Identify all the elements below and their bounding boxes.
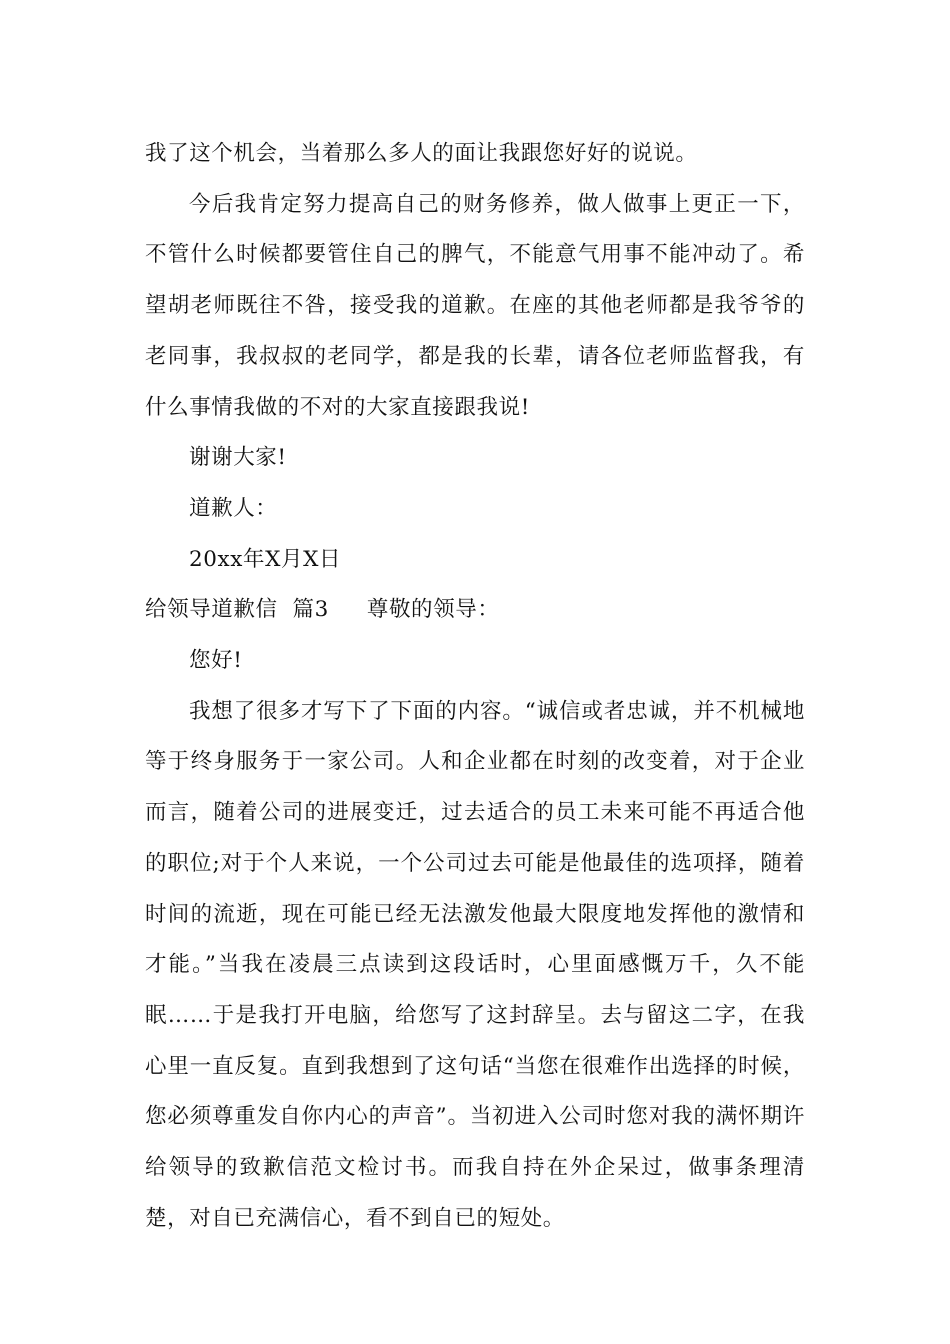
section-heading bbox=[145, 585, 805, 636]
paragraph-apology-promise: 今后我肯定努力提高自己的财务修养，做人做事上更正一下，不管什么时候都要管住自己的脾气，不能意气用事不能冲动了。希望胡老师既往不咎，接受我的道歉。在座的其他老师都是我爷爷的老同事，我叔叔的老同学，都是我的长辈，请各位老师监督我，有什么事情我做的不对的大家直接跟我说! bbox=[145, 191, 805, 420]
section-title: 给领导道歉信 篇3 bbox=[145, 597, 329, 623]
paragraph-thanks: 谢谢大家! bbox=[189, 445, 287, 471]
paragraph-resignation-body: 我想了很多才写下了下面的内容。“诚信或者忠诚，并不机械地等于终身服务于一家公司。人和企业都在时刻的改变着，对于企业而言，随着公司的进展变迁，过去适合的员工未来可能不再适合他的职位;对于个人来说，一个公司过去可能是他最佳的选项择，随着时间的流逝，现在可能已经无法激发他最大限度地发挥他的激情和才能。”当我在凌晨三点读到这段话时，心里面感慨万千，久不能眠……于是我打开电脑，给您写了这封辞呈。去与留这二字，在我心里一直反复。直到我想到了这句话“当您在很难作出选择的时候，您必须尊重发自你内心的声音”。当初进入公司时您对我的满怀期许给领导的致歉信范文检讨书。而我自持在外企呆过，做事条理清楚，对自已充满信心，看不到自已的短处。 bbox=[145, 698, 805, 1231]
section-salutation: 尊敬的领导： bbox=[366, 597, 500, 623]
paragraph-date: 20xx年X月X日 bbox=[189, 546, 342, 572]
document-body bbox=[145, 129, 805, 1244]
paragraph-greeting: 您好! bbox=[189, 648, 243, 674]
paragraph-continuation: 我了这个机会，当着那么多人的面让我跟您好好的说说。 bbox=[145, 141, 698, 166]
paragraph-signer: 道歉人： bbox=[189, 495, 278, 521]
